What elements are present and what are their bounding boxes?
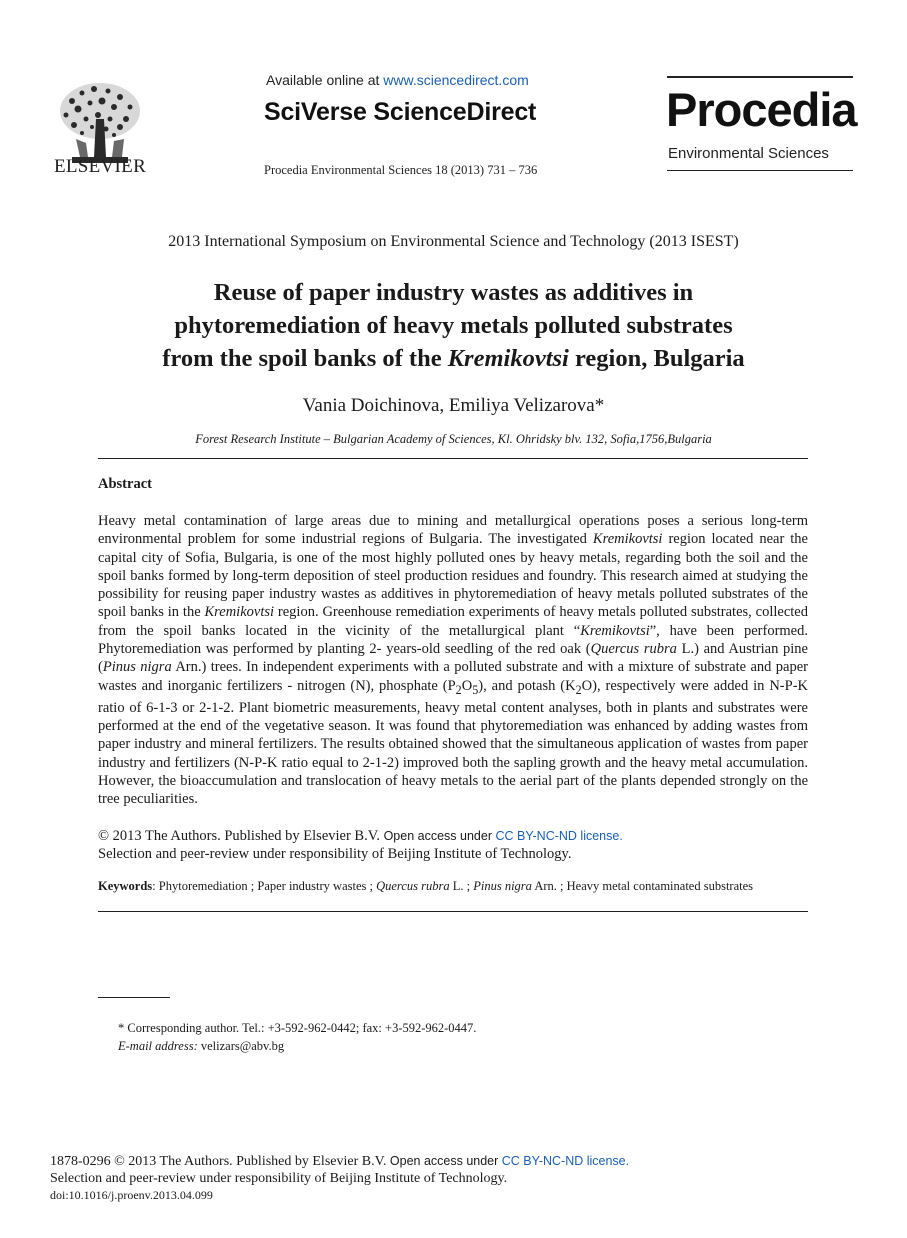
sciencedirect-link[interactable]: www.sciencedirect.com	[383, 72, 529, 88]
license-link[interactable]: CC BY-NC-ND license.	[495, 829, 623, 843]
conference-name: 2013 International Symposium on Environmental Science and Technology (2013 ISEST)	[168, 233, 739, 250]
title-line-1: Reuse of paper industry wastes as additives in	[213, 279, 694, 306]
footnote-rule	[98, 997, 170, 998]
keywords: Keywords: Phytoremediation ; Paper industry wastes ; Quercus rubra L. ; Pinus nigra Arn. ; Heavy metal contaminated substrates	[98, 879, 754, 893]
publisher-wordmark: ELSEVIER	[53, 156, 147, 177]
copyright-line-1: © 2013 The Authors. Published by Elsevier B.V. Open access under CC BY-NC-ND license.	[98, 828, 623, 844]
abstract-heading: Abstract	[98, 476, 152, 492]
title-line-2: phytoremediation of heavy metals polluted substrates	[174, 312, 733, 339]
abstract-text: Heavy metal contamination of large areas due to mining and metallurgical operations poses a serious long-term environmental problem for some industrial regions of Bulgaria. The investigated Kremikovtsi region located near the capital city of Sofia, Bulgaria, is one of the most highly polluted ones by heavy metals, regarding both the soil and the spoil banks formed by long-term deposition of steel production residues and foundry. This research aimed at studying the possibility for reusing paper industry wastes as additives in phytoremediation of heavy metals polluted substrates of the spoil banks in the Kremikovtsi region. Greenhouse remediation experiments of heavy metals polluted substrates, collected from the spoil banks located in the vicinity of the metallurgical plant “Kremikovtsi”, have been performed. Phytoremediation was performed by planting 2- years-old seedling of the red oak (Quercus rubra L.) and Austrian pine (Pinus nigra Arn.) trees. In independent experiments with a polluted substrate and with a mixture of substrate and paper wastes and inorganic fertilizers - nitrogen (N), phosphate $(P_2O_5)$, and potash $(K_2O)$, respectively were added in N-P-K ratio of 6-1-3 or 2-1-2. Plant biometric measurements, heavy metal content analyses, both in plants and substrates were performed at the end of the vegetative season. It was found that phytoremediation was enhanced by adding wastes from paper industry and mineral fertilizers. The results obtained showed that the simultaneous application of wastes from paper industry and fertilizers (N-P-K ratio equal to 2-1-2) improved both the sapling growth and the heavy metal accumulation. However, the bioaccumulation and translocation of heavy metals to the aerial part of the plants depended strongly on the tree peculiarities.	[98, 513, 809, 808]
email-line: E-mail address: velizars@abv.bg	[118, 1039, 285, 1053]
affiliation: Forest Research Institute – Bulgarian Academy of Sciences, Kl. Ohridsky blv. 132, Sofia,1756,Bulgaria	[195, 432, 712, 446]
platform-logo: SciVerse ScienceDirect	[264, 98, 537, 126]
journal-logo-top-rule	[667, 76, 853, 78]
page-footer	[50, 1153, 629, 1204]
available-prefix: Available online at	[266, 72, 384, 88]
abstract-top-rule	[98, 458, 808, 459]
footer-license-link[interactable]: CC BY-NC-ND license.	[501, 1154, 630, 1168]
email-address[interactable]: velizars@abv.bg	[197, 1039, 285, 1053]
title-line-3: from the spoil banks of the Kremikovtsi region, Bulgaria	[162, 345, 745, 372]
keywords-bottom-rule	[98, 911, 808, 912]
journal-logo-subtitle: Environmental Sciences	[668, 145, 829, 162]
doi[interactable]: doi:10.1016/j.proenv.2013.04.099	[50, 1188, 213, 1202]
corresponding-author: * Corresponding author. Tel.: +3-592-962-0442; fax: +3-592-962-0447.	[118, 1021, 477, 1035]
footer-line-2: Selection and peer-review under responsibility of Beijing Institute of Technology.	[50, 1171, 508, 1186]
copyright-line-2: Selection and peer-review under responsibility of Beijing Institute of Technology.	[98, 846, 572, 862]
journal-logo: Procedia	[666, 83, 857, 136]
footnote	[118, 1019, 476, 1055]
footer-line-1: 1878-0296 © 2013 The Authors. Published by Elsevier B.V. Open access under CC BY-NC-ND license.	[50, 1154, 630, 1169]
journal-reference: Procedia Environmental Sciences 18 (2013) 731 – 736	[264, 163, 538, 177]
article-title	[60, 276, 847, 375]
copyright-notice	[98, 827, 623, 863]
available-online-line	[266, 72, 529, 88]
authors: Vania Doichinova, Emiliya Velizarova*	[302, 395, 605, 416]
journal-logo-bottom-rule	[667, 170, 853, 171]
